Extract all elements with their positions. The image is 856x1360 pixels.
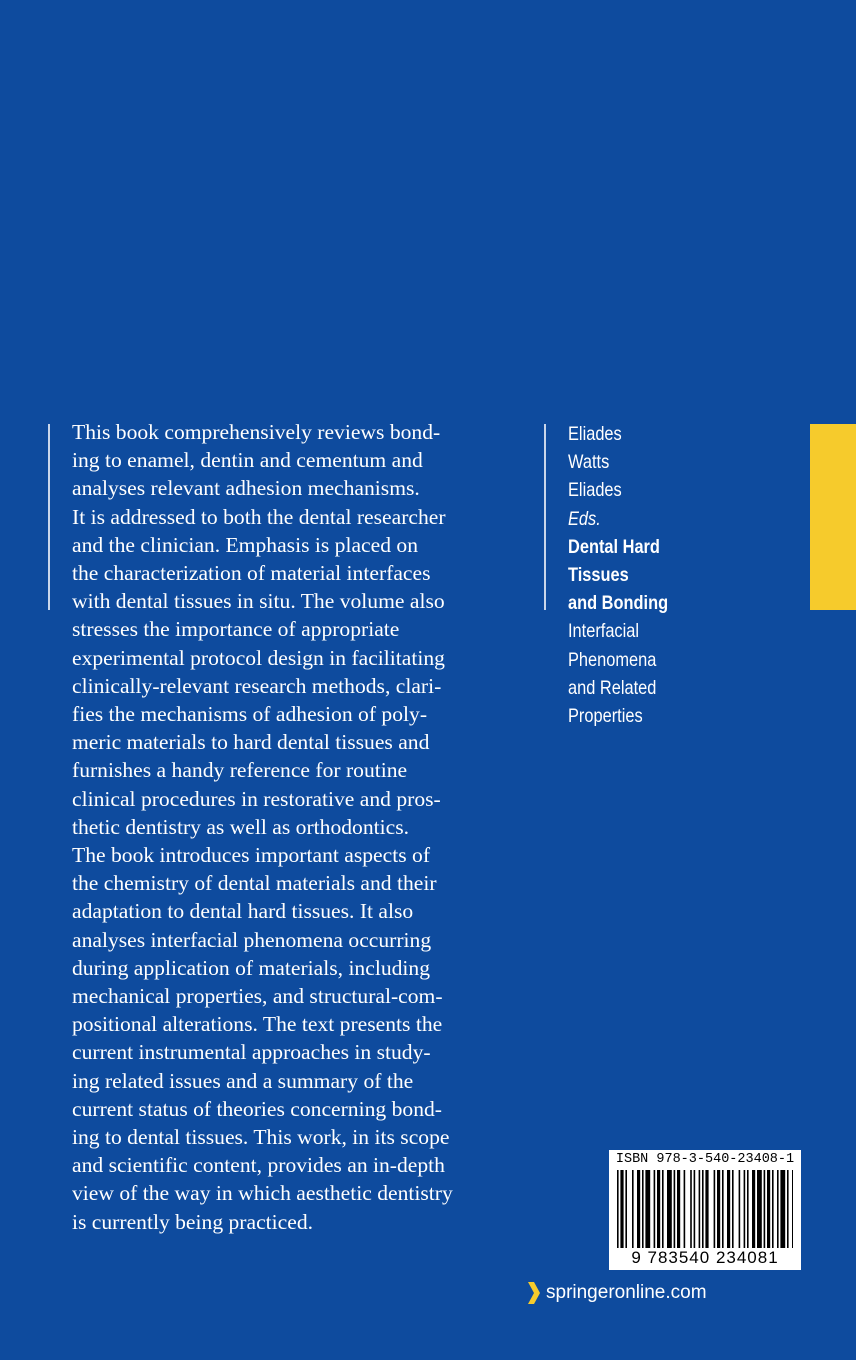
book-title-line: and Bonding xyxy=(568,592,669,615)
description-line: thetic dentistry as well as orthodontics. xyxy=(72,814,410,839)
description-line: is currently being practiced. xyxy=(72,1209,314,1234)
description-line: fies the mechanisms of adhesion of poly- xyxy=(72,702,428,727)
description-line: and scientific content, provides an in-depth xyxy=(72,1153,445,1178)
description-line: furnishes a handy reference for routine xyxy=(72,758,408,783)
book-subtitle-line: and Related xyxy=(568,676,657,699)
description-line: adaptation to dental hard tissues. It also xyxy=(72,899,414,924)
description-line: ing to enamel, dentin and cementum and xyxy=(72,448,423,473)
isbn-label: ISBN 978-3-540-23408-1 xyxy=(615,1152,795,1167)
editors-label: Eds. xyxy=(568,507,601,530)
description-line: clinically-relevant research methods, clari- xyxy=(72,673,442,698)
editor-name: Eliades xyxy=(568,423,622,445)
publisher-link[interactable] xyxy=(528,1280,707,1306)
description-line: ing to dental tissues. This work, in its scope xyxy=(72,1125,450,1150)
description-line: current instrumental approaches in study- xyxy=(72,1040,431,1065)
book-subtitle-line: Interfacial xyxy=(568,620,640,643)
description-line: with dental tissues in situ. The volume also xyxy=(72,589,445,614)
barcode-digits: 9 783540 234081 xyxy=(631,1248,779,1267)
book-subtitle-line: Properties xyxy=(568,705,643,728)
isbn-barcode xyxy=(609,1150,801,1270)
book-title-line: Dental Hard xyxy=(568,535,660,558)
description-line: meric materials to hard dental tissues and xyxy=(72,730,430,755)
right-divider xyxy=(544,424,546,610)
yellow-edge-tab xyxy=(810,424,856,610)
description-line: clinical procedures in restorative and pros- xyxy=(72,786,441,811)
description-line: The book introduces important aspects of xyxy=(72,843,431,868)
chevron-right-icon xyxy=(528,1282,540,1304)
title-block xyxy=(568,420,808,730)
description-line: the characterization of material interfaces xyxy=(72,561,431,586)
description-line: positional alterations. The text presents the xyxy=(72,1012,443,1037)
book-title-line: Tissues xyxy=(568,564,629,587)
book-description xyxy=(72,418,532,1236)
editor-name: Watts xyxy=(568,451,610,474)
editor-name: Eliades xyxy=(568,479,622,502)
description-line: view of the way in which aesthetic dentistry xyxy=(72,1181,453,1206)
description-line: It is addressed to both the dental researcher xyxy=(72,504,446,529)
description-line: stresses the importance of appropriate xyxy=(72,617,400,642)
description-line: during application of materials, including xyxy=(72,955,431,980)
description-line: experimental protocol design in facilitating xyxy=(72,645,445,670)
description-line: ing related issues and a summary of the xyxy=(72,1068,414,1093)
publisher-url: springeronline.com xyxy=(546,1282,707,1303)
description-line: analyses relevant adhesion mechanisms. xyxy=(72,476,420,501)
left-divider xyxy=(48,424,50,610)
description-line: mechanical properties, and structural-com- xyxy=(72,984,443,1009)
description-line: current status of theories concerning bond- xyxy=(72,1096,442,1121)
description-line: analyses interfacial phenomena occurring xyxy=(72,927,432,952)
description-line: and the clinician. Emphasis is placed on xyxy=(72,532,419,557)
description-line: This book comprehensively reviews bond- xyxy=(72,420,441,444)
description-line: the chemistry of dental materials and their xyxy=(72,871,437,896)
book-subtitle-line: Phenomena xyxy=(568,648,657,671)
barcode-bars xyxy=(617,1170,793,1248)
